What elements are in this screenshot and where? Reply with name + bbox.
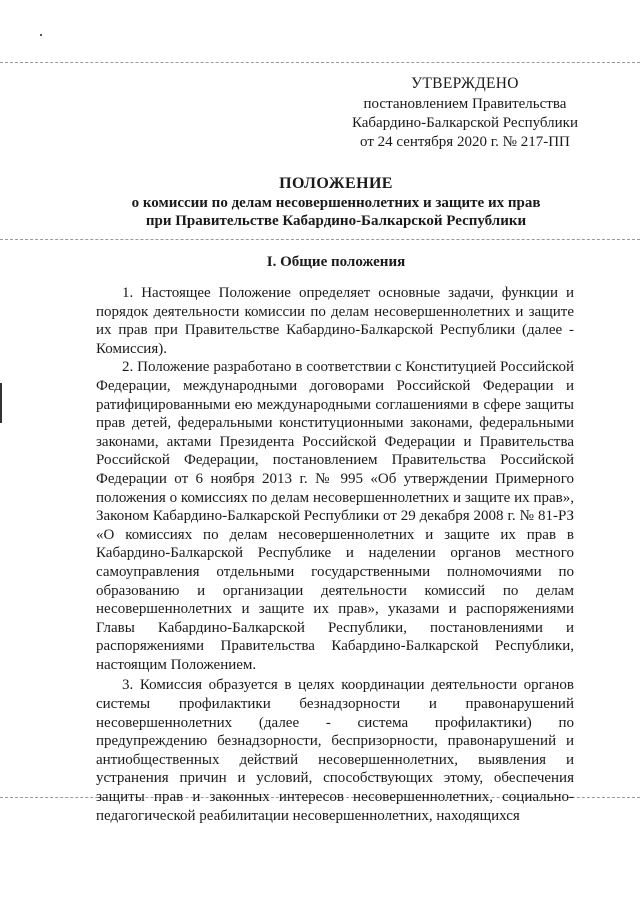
scan-artifact-line xyxy=(0,62,640,64)
document-body xyxy=(96,284,574,825)
scan-artifact-line xyxy=(0,239,640,241)
approval-stamp-block xyxy=(352,74,578,152)
margin-mark xyxy=(0,383,2,423)
scan-speck xyxy=(40,34,42,36)
section-heading: I. Общие положения xyxy=(266,254,406,270)
title-subtitle: о комиссии по делам несовершеннолетних и защите их прав xyxy=(131,195,541,211)
approval-line: от 24 сентября 2020 г. № 217-ПП xyxy=(360,134,570,150)
title-subtitle: при Правительстве Кабардино-Балкарской Республики xyxy=(145,213,527,229)
document-title xyxy=(96,174,576,230)
paragraph-3: 3. Комиссия образуется в целях координации деятельности органов системы профилактики безнадзорности и правонарушений несовершеннолетних (далее - система профилактики) по предупреждению безнадзорности, беспризорности, правонарушений и антиобщественных действий несовершеннолетних, выявления и устранения причин и условий, способствующих этому, обеспечения защиты прав и законных интересов несовершеннолетних, социально-педагогической реабилитации несовершеннолетних, находящихся xyxy=(96,677,574,824)
paragraph-2: 2. Положение разработано в соответствии с Конституцией Российской Федерации, международными договорами Российской Федерации и ратифицированными ею международными соглашениями в сфере защиты прав детей, федеральными конституционными законами, федеральными законами, актами Президента Российской Федерации и Правительства Российской Федерации, постановлением Правительства Российской Федерации от 6 ноября 2013 г. № 995 «Об утверждении Примерного положения о комиссиях по делам несовершеннолетних и защите их прав», Законом Кабардино-Балкарской Республики от 29 декабря 2008 г. № 81-РЗ «О комиссиях по делам несовершеннолетних и защите их прав в Кабардино-Балкарской Республике и наделении органов местного самоуправления отдельными государственными полномочиями по образованию и организации деятельности комиссий по делам несовершеннолетних и защите их прав», указами и распоряжениями Главы Кабардино-Балкарской Республики, постановлениями и распоряжениями Правительства Кабардино-Балкарской Республики, настоящим Положением. xyxy=(96,359,574,673)
approval-line: Кабардино-Балкарской Республики xyxy=(351,115,578,131)
approval-line: постановлением Правительства xyxy=(363,96,567,112)
paragraph-1: 1. Настоящее Положение определяет основные задачи, функции и порядок деятельности комиссии по делам несовершеннолетних и защите их прав при Правительстве Кабардино-Балкарской Республики (далее - Комиссия). xyxy=(96,285,574,357)
approval-heading: УТВЕРЖДЕНО xyxy=(411,75,519,92)
title-main: ПОЛОЖЕНИЕ xyxy=(279,175,393,192)
